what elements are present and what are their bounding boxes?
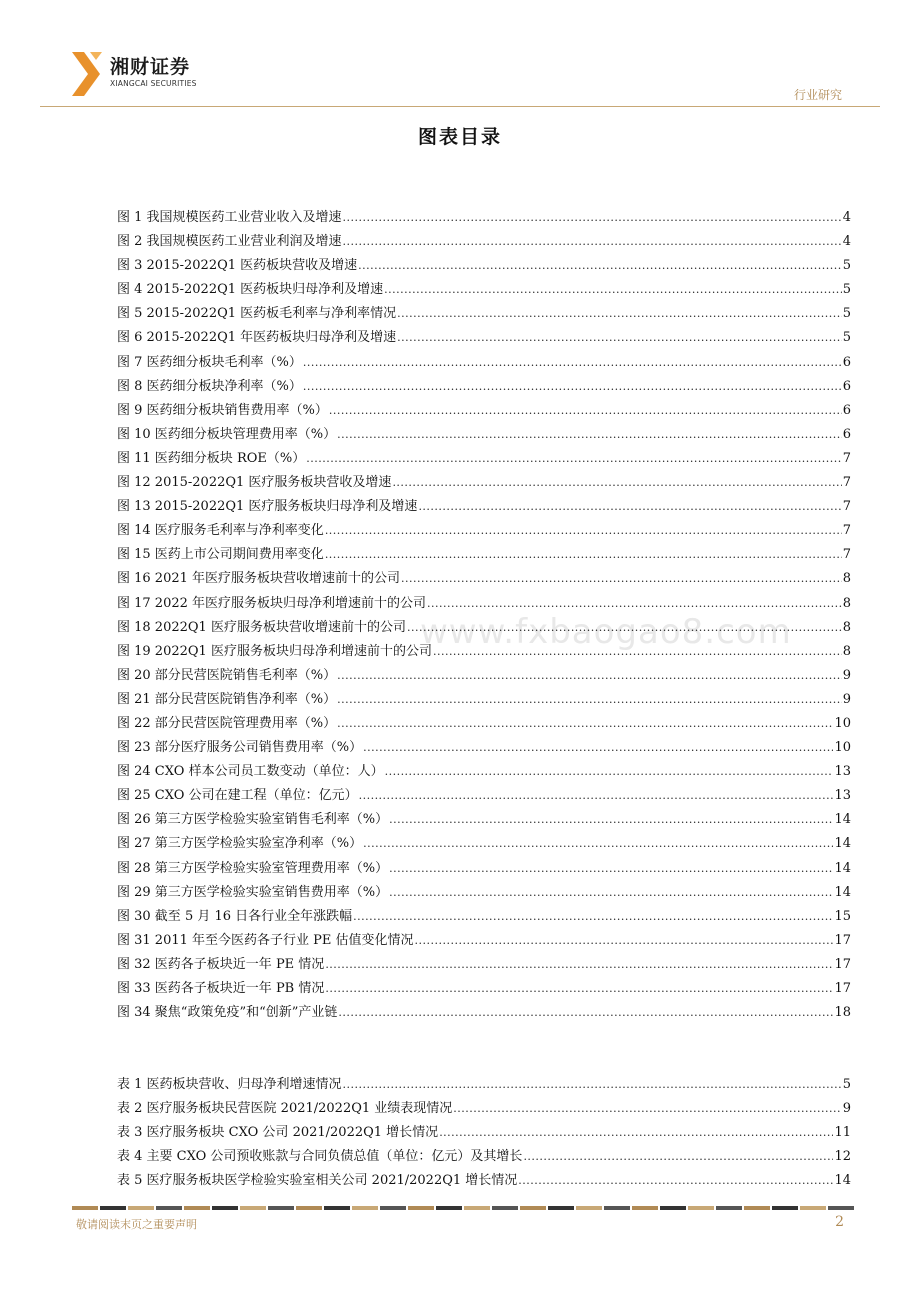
figure-toc-entry-label: 图 14 医疗服务毛利率与净利率变化 (117, 523, 324, 539)
figure-toc-entry[interactable] (117, 616, 851, 640)
figure-toc-entry[interactable] (117, 278, 851, 302)
footer-stripe (576, 1206, 602, 1210)
footer-stripe (660, 1206, 686, 1210)
figure-toc-entry[interactable] (117, 302, 851, 326)
dot-leader (389, 881, 833, 905)
figure-toc-entry-page: 13 (834, 764, 851, 780)
figure-toc-entry[interactable] (117, 857, 851, 881)
footer-stripe (268, 1206, 294, 1210)
figure-toc-entry[interactable] (117, 206, 851, 230)
figure-toc-entry[interactable] (117, 254, 851, 278)
page-header (0, 0, 920, 110)
figure-toc-entry-label: 图 34 聚焦“政策免疫”和“创新”产业链 (117, 1005, 338, 1021)
figure-toc-entry-label: 图 1 我国规模医药工业营业收入及增速 (117, 210, 342, 225)
dot-leader (343, 230, 842, 254)
table-toc-entry[interactable] (117, 1121, 851, 1145)
figure-toc-entry-page: 8 (842, 595, 851, 611)
table-toc-entry-label: 表 4 主要 CXO 公司预收账款与合同负债总值（单位：亿元）及其增长 (117, 1149, 523, 1165)
footer-stripe (800, 1206, 826, 1210)
figure-toc-entry[interactable] (117, 977, 851, 1001)
figure-toc-entry-page: 7 (842, 499, 851, 515)
figure-toc-entry-label: 图 3 2015-2022Q1 医药板块营收及增速 (117, 258, 358, 274)
figure-toc-entry-label: 图 6 2015-2022Q1 年医药板块归母净利及增速 (117, 330, 397, 346)
figure-toc-entry-label: 图 17 2022 年医疗服务板块归母净利增速前十的公司 (117, 595, 427, 611)
dot-leader (518, 1169, 833, 1193)
figure-toc-entry-page: 6 (842, 378, 851, 394)
dot-leader (329, 399, 842, 423)
figure-toc-entry[interactable] (117, 712, 851, 736)
figure-toc-entry[interactable] (117, 664, 851, 688)
table-toc-entry-label: 表 1 医药板块营收、归母净利增速情况 (117, 1077, 342, 1092)
figure-toc-entry-page: 15 (834, 908, 851, 924)
figure-toc-entry-label: 图 27 第三方医学检验实验室净利率（%） (117, 836, 363, 852)
table-toc-entry[interactable] (117, 1073, 851, 1097)
figure-toc-entry-page: 9 (842, 691, 851, 707)
dot-leader (306, 447, 841, 471)
dot-leader (415, 929, 834, 953)
figure-toc-entry-page: 7 (842, 547, 851, 563)
figure-toc-entry-label: 图 28 第三方医学检验实验室管理费用率（%） (117, 860, 389, 876)
figure-toc-entry[interactable] (117, 760, 851, 784)
footer-stripe (156, 1206, 182, 1210)
footer-stripe (408, 1206, 434, 1210)
dot-leader (363, 736, 833, 760)
table-toc-entry[interactable] (117, 1145, 851, 1169)
figure-toc-entry[interactable] (117, 471, 851, 495)
dot-leader (337, 712, 833, 736)
figure-toc-entry-page: 6 (842, 402, 851, 418)
figure-toc-entry-label: 图 33 医药各子板块近一年 PB 情况 (117, 981, 325, 996)
logo-mark-icon (70, 48, 104, 98)
footer-stripe (520, 1206, 546, 1210)
figure-toc-entry-page: 5 (842, 330, 851, 346)
dot-leader (325, 543, 842, 567)
footer-stripe (828, 1206, 854, 1210)
dot-leader (359, 784, 834, 808)
figure-toc-entry-page: 5 (842, 258, 851, 274)
figure-toc-entry-label: 图 4 2015-2022Q1 医药板块归母净利及增速 (117, 282, 384, 298)
figure-toc-entry-label: 图 15 医药上市公司期间费用率变化 (117, 547, 324, 563)
table-toc-entry-label: 表 5 医疗服务板块医学检验实验室相关公司 2021/2022Q1 增长情况 (117, 1173, 518, 1189)
figure-toc-entry-label: 图 29 第三方医学检验实验室销售费用率（%） (117, 884, 389, 900)
figure-toc-entry-page: 17 (834, 981, 851, 996)
dot-leader (385, 760, 834, 784)
footer-stripe (212, 1206, 238, 1210)
figure-toc-entry-label: 图 11 医药细分板块 ROE（%） (117, 450, 306, 466)
company-name-en: XIANGCAI SECURITIES (110, 79, 197, 88)
dot-leader (337, 423, 842, 447)
dot-leader (397, 302, 842, 326)
figure-toc-entry-page: 4 (842, 234, 851, 250)
footer-stripe (604, 1206, 630, 1210)
figure-toc (117, 206, 851, 1025)
table-toc (117, 1073, 851, 1193)
figure-toc-entry-page: 6 (842, 354, 851, 370)
figure-toc-entry[interactable] (117, 881, 851, 905)
figure-toc-entry[interactable] (117, 905, 851, 929)
dot-leader (303, 375, 842, 399)
footer-stripe (688, 1206, 714, 1210)
page-title: 图表目录 (417, 126, 502, 148)
figure-toc-entry-label: 图 12 2015-2022Q1 医疗服务板块营收及增速 (117, 475, 392, 491)
dot-leader (439, 1121, 833, 1145)
watermark: www.fxbaogao8.com (420, 612, 792, 652)
footer-stripe (72, 1206, 98, 1210)
figure-toc-entry-page: 17 (834, 956, 851, 972)
dot-leader (427, 592, 842, 616)
figure-toc-entry[interactable] (117, 230, 851, 254)
figure-toc-entry-label: 图 30 截至 5 月 16 日各行业全年涨跌幅 (117, 908, 353, 924)
figure-toc-entry-label: 图 25 CXO 公司在建工程（单位：亿元） (117, 788, 358, 804)
figure-toc-entry[interactable] (117, 375, 851, 399)
figure-toc-entry[interactable] (117, 399, 851, 423)
figure-toc-entry-page: 5 (842, 306, 851, 322)
figure-toc-entry-label: 图 16 2021 年医疗服务板块营收增速前十的公司 (117, 571, 401, 587)
table-toc-entry-page: 11 (834, 1125, 851, 1141)
table-toc-entry-page: 5 (842, 1077, 851, 1092)
figure-toc-entry-label: 图 32 医药各子板块近一年 PE 情况 (117, 956, 325, 972)
dot-leader (325, 519, 842, 543)
dot-leader (303, 351, 842, 375)
dot-leader (392, 471, 841, 495)
company-name-cn: 湘财证券 (110, 56, 191, 78)
footer-disclaimer: 敬请阅读末页之重要声明 (76, 1218, 197, 1231)
table-toc-entry-label: 表 3 医疗服务板块 CXO 公司 2021/2022Q1 增长情况 (117, 1125, 439, 1141)
figure-toc-entry[interactable] (117, 519, 851, 543)
dot-leader (407, 616, 842, 640)
company-logo (70, 48, 270, 100)
footer-stripe (128, 1206, 154, 1210)
figure-toc-entry-label: 图 26 第三方医学检验实验室销售毛利率（%） (117, 812, 389, 828)
figure-toc-entry[interactable] (117, 929, 851, 953)
footer-stripe (296, 1206, 322, 1210)
table-toc-entry-page: 12 (834, 1149, 851, 1165)
figure-toc-entry-page: 8 (842, 619, 851, 635)
dot-leader (389, 808, 833, 832)
figure-toc-entry[interactable] (117, 543, 851, 567)
figure-toc-entry[interactable] (117, 688, 851, 712)
table-toc-entry-page: 9 (842, 1101, 851, 1117)
figure-toc-entry-label: 图 24 CXO 样本公司员工数变动（单位：人） (117, 764, 384, 780)
figure-toc-entry-page: 7 (842, 475, 851, 491)
footer-stripe (632, 1206, 658, 1210)
footer-stripe (380, 1206, 406, 1210)
figure-toc-entry-label: 图 8 医药细分板块净利率（%） (117, 378, 302, 394)
figure-toc-entry-page: 7 (842, 450, 851, 466)
figure-toc-entry-page: 13 (834, 788, 851, 804)
figure-toc-entry-label: 图 21 部分民营医院销售净利率（%） (117, 691, 337, 707)
footer-stripe (492, 1206, 518, 1210)
footer-stripe (324, 1206, 350, 1210)
figure-toc-entry-label: 图 13 2015-2022Q1 医疗服务板块归母净利及增速 (117, 499, 418, 515)
section-label: 行业研究 (793, 88, 842, 102)
footer-stripe (772, 1206, 798, 1210)
figure-toc-entry-label: 图 9 医药细分板块销售费用率（%） (117, 402, 328, 418)
dot-leader (363, 832, 833, 856)
figure-toc-entry-page: 8 (842, 643, 851, 659)
figure-toc-entry[interactable] (117, 832, 851, 856)
figure-toc-entry-label: 图 2 我国规模医药工业营业利润及增速 (117, 234, 342, 250)
dot-leader (389, 857, 833, 881)
footer-stripe (548, 1206, 574, 1210)
figure-toc-entry-label: 图 19 2022Q1 医疗服务板块归母净利增速前十的公司 (117, 643, 432, 659)
table-toc-entry[interactable] (117, 1169, 851, 1193)
table-toc-entry[interactable] (117, 1097, 851, 1121)
figure-toc-entry-label: 图 18 2022Q1 医疗服务板块营收增速前十的公司 (117, 619, 406, 635)
figure-toc-entry-page: 4 (842, 210, 851, 225)
footer-stripe (464, 1206, 490, 1210)
figure-toc-entry[interactable] (117, 640, 851, 664)
figure-toc-entry[interactable] (117, 1001, 851, 1025)
footer-stripe (436, 1206, 462, 1210)
dot-leader (358, 254, 842, 278)
dot-leader (337, 688, 842, 712)
figure-toc-entry[interactable] (117, 592, 851, 616)
dot-leader (343, 206, 842, 230)
table-toc-entry-label: 表 2 医疗服务板块民营医院 2021/2022Q1 业绩表现情况 (117, 1101, 453, 1117)
dot-leader (353, 905, 833, 929)
footer-stripe (352, 1206, 378, 1210)
figure-toc-entry-page: 6 (842, 426, 851, 442)
figure-toc-entry[interactable] (117, 351, 851, 375)
footer-stripe (744, 1206, 770, 1210)
figure-toc-entry[interactable] (117, 326, 851, 350)
figure-toc-entry-label: 图 10 医药细分板块管理费用率（%） (117, 426, 337, 442)
dot-leader (325, 953, 833, 977)
figure-toc-entry-page: 18 (834, 1005, 851, 1021)
figure-toc-entry-label: 图 22 部分民营医院管理费用率（%） (117, 715, 337, 731)
dot-leader (453, 1097, 841, 1121)
figure-toc-entry-page: 10 (834, 740, 851, 756)
figure-toc-entry[interactable] (117, 808, 851, 832)
figure-toc-entry[interactable] (117, 784, 851, 808)
figure-toc-entry-label: 图 5 2015-2022Q1 医药板毛利率与净利率情况 (117, 306, 397, 322)
figure-toc-entry-page: 14 (834, 812, 851, 828)
dot-leader (433, 640, 842, 664)
footer-stripe (100, 1206, 126, 1210)
dot-leader (338, 1001, 833, 1025)
table-toc-entry-page: 14 (834, 1173, 851, 1189)
dot-leader (397, 326, 842, 350)
figure-toc-entry[interactable] (117, 423, 851, 447)
dot-leader (337, 664, 842, 688)
dot-leader (418, 495, 841, 519)
figure-toc-entry[interactable] (117, 736, 851, 760)
figure-toc-entry-page: 10 (834, 715, 851, 731)
figure-toc-entry-label: 图 23 部分医疗服务公司销售费用率（%） (117, 740, 363, 756)
footer-stripe (184, 1206, 210, 1210)
figure-toc-entry-label: 图 20 部分民营医院销售毛利率（%） (117, 667, 337, 683)
figure-toc-entry-page: 14 (834, 884, 851, 900)
figure-toc-entry[interactable] (117, 447, 851, 471)
figure-toc-entry-page: 5 (842, 282, 851, 298)
dot-leader (384, 278, 842, 302)
figure-toc-entry[interactable] (117, 495, 851, 519)
figure-toc-entry-page: 7 (842, 523, 851, 539)
page-number: 2 (835, 1214, 844, 1230)
dot-leader (523, 1145, 833, 1169)
footer-stripe (240, 1206, 266, 1210)
figure-toc-entry-page: 14 (834, 860, 851, 876)
figure-toc-entry[interactable] (117, 567, 851, 591)
figure-toc-entry[interactable] (117, 953, 851, 977)
dot-leader (343, 1073, 842, 1097)
figure-toc-entry-page: 9 (842, 667, 851, 683)
figure-toc-entry-page: 17 (834, 932, 851, 948)
footer-stripe (716, 1206, 742, 1210)
figure-toc-entry-label: 图 7 医药细分板块毛利率（%） (117, 354, 302, 370)
dot-leader (325, 977, 833, 1001)
figure-toc-entry-page: 14 (834, 836, 851, 852)
figure-toc-entry-page: 8 (842, 571, 851, 587)
footer-decor-bar (72, 1206, 852, 1210)
dot-leader (401, 567, 842, 591)
figure-toc-entry-label: 图 31 2011 年至今医药各子行业 PE 估值变化情况 (117, 932, 414, 948)
header-divider (40, 106, 880, 107)
